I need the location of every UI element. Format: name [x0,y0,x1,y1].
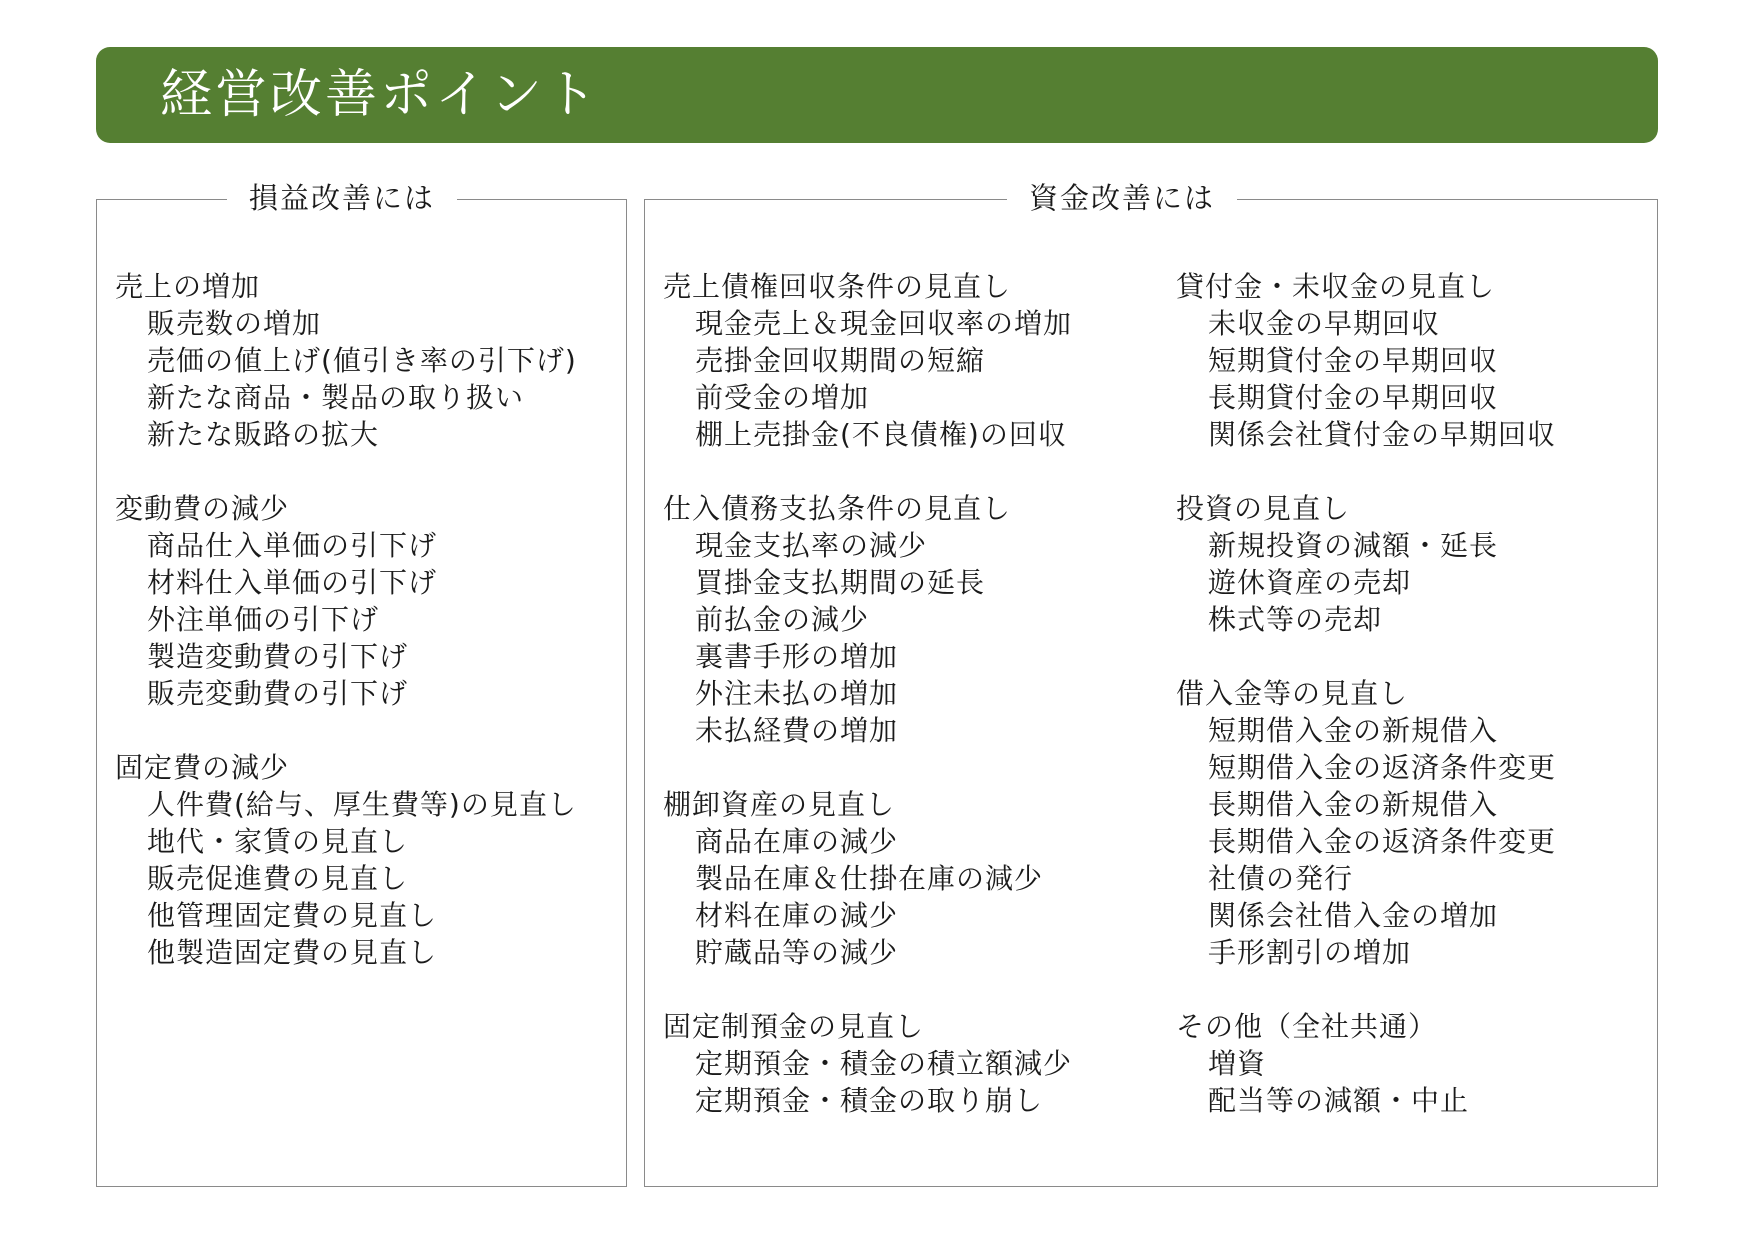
list-item: 長期借入金の返済条件変更 [1208,825,1557,858]
title-banner [96,47,1658,143]
group-title: その他（全社共通） [1176,1010,1438,1043]
list-item: 手形割引の増加 [1208,936,1412,969]
list-item: 販売変動費の引下げ [147,677,409,710]
list-item: 地代・家賃の見直し [147,825,409,858]
list-item: 新規投資の減額・延長 [1208,529,1499,562]
list-item: 配当等の減額・中止 [1208,1084,1470,1117]
group-item-list [663,1045,1072,1119]
list-item: 前払金の減少 [695,603,870,636]
group-title: 固定制預金の見直し [663,1010,925,1043]
list-item: 短期貸付金の早期回収 [1208,344,1499,377]
profit-improvement-panel [96,181,627,1187]
cash-improvement-list-2 [1176,268,1556,1156]
list-item: 販売促進費の見直し [147,862,409,895]
list-item: 関係会社借入金の増加 [1208,899,1499,932]
item-group [1176,268,1556,453]
group-title: 固定費の減少 [115,751,290,784]
list-item: 製造変動費の引下げ [147,640,409,673]
list-item: 商品仕入単価の引下げ [147,529,438,562]
list-item: 増資 [1208,1047,1267,1080]
profit-improvement-heading: 損益改善には [227,178,457,218]
list-item: 貯蔵品等の減少 [695,936,899,969]
list-item: 前受金の増加 [695,381,870,414]
list-item: 社債の発行 [1208,862,1354,895]
list-item: 未払経費の増加 [695,714,899,747]
item-group [663,490,1072,749]
item-group [115,268,577,453]
group-item-list [115,305,577,453]
group-title: 売上の増加 [115,270,261,303]
group-item-list [1176,305,1556,453]
list-item: 短期借入金の新規借入 [1208,714,1499,747]
cash-improvement-list-1 [663,268,1072,1156]
list-item: 新たな商品・製品の取り扱い [147,381,525,414]
item-group [663,786,1072,971]
list-item: 人件費(給与、厚生費等)の見直し [147,788,577,821]
list-item: 短期借入金の返済条件変更 [1208,751,1557,784]
list-item: 他管理固定費の見直し [147,899,438,932]
list-item: 売掛金回収期間の短縮 [695,344,986,377]
cash-improvement-panel [644,181,1658,1187]
list-item: 材料在庫の減少 [695,899,899,932]
item-group [1176,675,1556,971]
item-group [663,1008,1072,1119]
group-item-list [1176,1045,1556,1119]
list-item: 長期貸付金の早期回収 [1208,381,1499,414]
list-item: 遊休資産の売却 [1208,566,1412,599]
group-title: 投資の見直し [1176,492,1351,525]
page-title: 経営改善ポイント [160,65,601,125]
list-item: 外注未払の増加 [695,677,899,710]
group-title: 貸付金・未収金の見直し [1176,270,1496,303]
list-item: 未収金の早期回収 [1208,307,1441,340]
list-item: 現金支払率の減少 [695,529,928,562]
list-item: 現金売上＆現金回収率の増加 [695,307,1073,340]
list-item: 他製造固定費の見直し [147,936,438,969]
group-item-list [115,527,577,712]
list-item: 売価の値上げ(値引き率の引下げ) [147,344,577,377]
profit-improvement-list [115,268,577,1008]
list-item: 定期預金・積金の積立額減少 [695,1047,1073,1080]
list-item: 裏書手形の増加 [695,640,899,673]
list-item: 材料仕入単価の引下げ [147,566,438,599]
list-item: 株式等の売却 [1208,603,1383,636]
group-title: 仕入債務支払条件の見直し [663,492,1012,525]
item-group [115,749,577,971]
item-group [1176,1008,1556,1119]
group-item-list [115,786,577,971]
list-item: 製品在庫＆仕掛在庫の減少 [695,862,1044,895]
list-item: 外注単価の引下げ [147,603,380,636]
group-title: 売上債権回収条件の見直し [663,270,1012,303]
list-item: 商品在庫の減少 [695,825,899,858]
list-item: 定期預金・積金の取り崩し [695,1084,1044,1117]
group-title: 変動費の減少 [115,492,290,525]
cash-improvement-heading: 資金改善には [1007,178,1237,218]
item-group [115,490,577,712]
group-item-list [1176,527,1556,638]
group-item-list [1176,712,1556,971]
group-title: 棚卸資産の見直し [663,788,896,821]
group-item-list [663,527,1072,749]
item-group [1176,490,1556,638]
group-item-list [663,305,1072,453]
list-item: 販売数の増加 [147,307,322,340]
item-group [663,268,1072,453]
list-item: 棚上売掛金(不良債権)の回収 [695,418,1067,451]
list-item: 関係会社貸付金の早期回収 [1208,418,1557,451]
list-item: 新たな販路の拡大 [147,418,380,451]
group-item-list [663,823,1072,971]
list-item: 長期借入金の新規借入 [1208,788,1499,821]
list-item: 買掛金支払期間の延長 [695,566,986,599]
group-title: 借入金等の見直し [1176,677,1409,710]
